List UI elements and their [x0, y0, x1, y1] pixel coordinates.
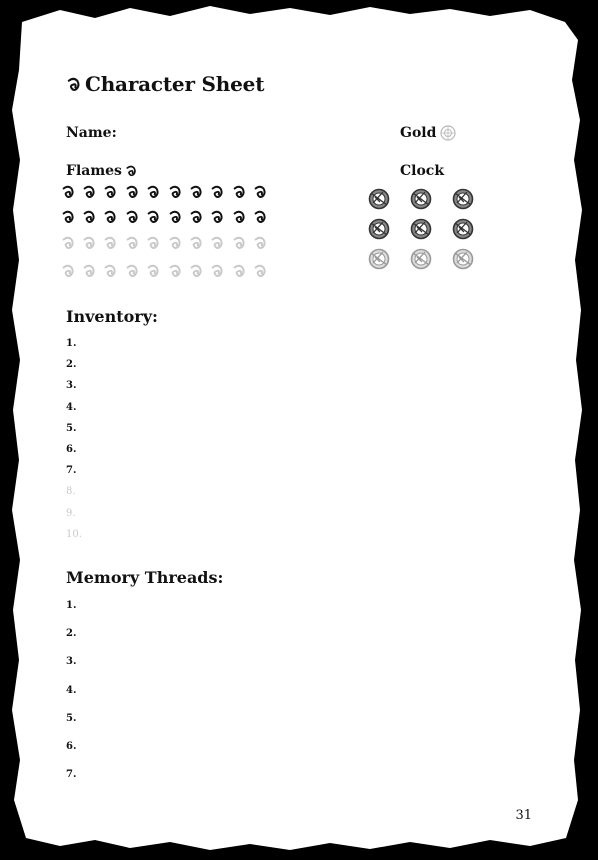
flame-icon [253, 185, 267, 199]
inventory-item-number: 10. [66, 528, 82, 540]
flame-icon [189, 264, 203, 278]
flame-icon [61, 264, 75, 278]
flame-icon [210, 236, 224, 250]
memory-thread-number: 4. [66, 684, 77, 696]
flame-checkbox[interactable] [143, 232, 164, 254]
memory-thread-number: 2. [66, 628, 77, 640]
clock-row [368, 218, 474, 240]
name-label: Name: [66, 125, 117, 141]
clock-label: Clock [400, 163, 445, 179]
flame-checkbox[interactable] [250, 206, 271, 228]
flame-checkbox[interactable] [100, 232, 121, 254]
flame-icon [253, 236, 267, 250]
flame-icon [168, 236, 182, 250]
flame-checkbox[interactable] [100, 181, 121, 203]
flame-icon [253, 264, 267, 278]
flame-checkbox[interactable] [100, 260, 121, 282]
flame-icon [210, 210, 224, 224]
clock-segment-icon[interactable] [368, 218, 390, 240]
inventory-item-number: 2. [66, 359, 77, 371]
flames-label: Flames [66, 163, 122, 179]
inventory-item-number: 8. [66, 486, 76, 498]
flame-checkbox[interactable] [185, 232, 206, 254]
inventory-item-number: 4. [66, 401, 77, 413]
flame-checkbox[interactable] [207, 206, 228, 228]
memory-thread-number: 5. [66, 712, 77, 724]
flame-icon [189, 236, 203, 250]
flame-checkbox[interactable] [57, 232, 78, 254]
inventory-title: Inventory: [66, 307, 158, 326]
clock-row [368, 248, 474, 270]
flame-icon [146, 185, 160, 199]
flame-icon [168, 185, 182, 199]
flame-icon [61, 185, 75, 199]
flames-row [57, 181, 271, 203]
flames-row [57, 206, 271, 228]
flame-checkbox[interactable] [78, 260, 99, 282]
clock-segment-icon[interactable] [368, 248, 390, 270]
flame-icon [146, 236, 160, 250]
flame-checkbox[interactable] [228, 232, 249, 254]
page-title [66, 72, 264, 96]
flame-checkbox[interactable] [78, 181, 99, 203]
flame-checkbox[interactable] [250, 260, 271, 282]
flame-checkbox[interactable] [143, 260, 164, 282]
flame-icon [125, 210, 139, 224]
flame-checkbox[interactable] [250, 181, 271, 203]
gold-label: Gold [400, 125, 437, 141]
clock-segment-icon[interactable] [410, 188, 432, 210]
flame-icon [253, 210, 267, 224]
flame-checkbox[interactable] [121, 206, 142, 228]
clock-segment-icon[interactable] [452, 188, 474, 210]
clock-segment-icon[interactable] [410, 248, 432, 270]
memory-thread-number: 7. [66, 769, 77, 781]
flame-icon [82, 210, 96, 224]
flame-checkbox[interactable] [57, 260, 78, 282]
flame-checkbox[interactable] [185, 260, 206, 282]
clock-segment-icon[interactable] [452, 248, 474, 270]
flame-checkbox[interactable] [228, 206, 249, 228]
clock-segment-icon[interactable] [368, 188, 390, 210]
flame-icon [103, 264, 117, 278]
flame-checkbox[interactable] [100, 206, 121, 228]
flame-icon [125, 236, 139, 250]
clock-row [368, 188, 474, 210]
flame-checkbox[interactable] [143, 181, 164, 203]
memory-thread-number: 3. [66, 656, 77, 668]
flame-checkbox[interactable] [164, 232, 185, 254]
flame-checkbox[interactable] [185, 206, 206, 228]
flame-icon [103, 236, 117, 250]
flame-icon [66, 77, 81, 92]
flame-checkbox[interactable] [164, 260, 185, 282]
flame-icon [168, 210, 182, 224]
flame-icon [232, 185, 246, 199]
flame-icon [232, 264, 246, 278]
flames-label-wrap [66, 163, 137, 179]
flame-checkbox[interactable] [143, 206, 164, 228]
flame-icon [61, 210, 75, 224]
flame-checkbox[interactable] [250, 232, 271, 254]
flame-icon [103, 185, 117, 199]
flame-icon [103, 210, 117, 224]
flame-icon [82, 185, 96, 199]
flame-checkbox[interactable] [207, 181, 228, 203]
flame-icon [146, 210, 160, 224]
flame-icon [168, 264, 182, 278]
flame-icon [210, 185, 224, 199]
flame-icon [125, 185, 139, 199]
flames-row [57, 260, 271, 282]
memory-thread-number: 1. [66, 600, 77, 611]
flame-checkbox[interactable] [78, 206, 99, 228]
gold-field [400, 125, 456, 141]
flame-icon [232, 236, 246, 250]
flames-row [57, 232, 271, 254]
flame-icon [189, 185, 203, 199]
flame-icon [189, 210, 203, 224]
flame-icon [82, 236, 96, 250]
gold-coin-icon [440, 125, 456, 141]
flame-icon [82, 264, 96, 278]
flame-icon [146, 264, 160, 278]
flame-checkbox[interactable] [185, 181, 206, 203]
flame-icon [125, 264, 139, 278]
inventory-item-number: 7. [66, 465, 77, 477]
flame-icon [125, 165, 137, 177]
flame-checkbox[interactable] [121, 260, 142, 282]
page-title-text: Character Sheet [85, 72, 265, 96]
flame-icon [210, 264, 224, 278]
flame-checkbox[interactable] [57, 181, 78, 203]
flame-checkbox[interactable] [121, 232, 142, 254]
clock-segment-icon[interactable] [452, 218, 474, 240]
flame-checkbox[interactable] [78, 232, 99, 254]
flame-checkbox[interactable] [164, 206, 185, 228]
memory-threads-title: Memory Threads: [66, 568, 224, 587]
flame-checkbox[interactable] [207, 260, 228, 282]
flame-checkbox[interactable] [228, 260, 249, 282]
flame-icon [232, 210, 246, 224]
flame-checkbox[interactable] [207, 232, 228, 254]
clock-segment-icon[interactable] [410, 218, 432, 240]
flame-icon [61, 236, 75, 250]
flame-checkbox[interactable] [164, 181, 185, 203]
flame-checkbox[interactable] [228, 181, 249, 203]
flame-checkbox[interactable] [121, 181, 142, 203]
inventory-item-number: 1. [66, 338, 77, 349]
inventory-item-number: 9. [66, 507, 76, 519]
inventory-item-number: 3. [66, 380, 77, 392]
page-number: 31 [515, 808, 532, 823]
flame-checkbox[interactable] [57, 206, 78, 228]
inventory-item-number: 6. [66, 444, 77, 455]
inventory-item-number: 5. [66, 422, 77, 434]
memory-thread-number: 6. [66, 741, 77, 752]
